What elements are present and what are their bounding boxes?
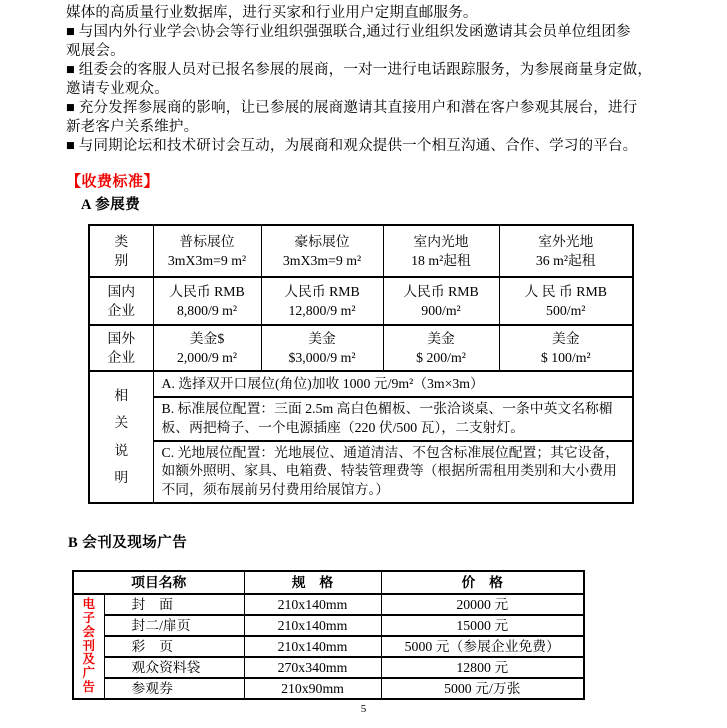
cell-line-2: 36 m²起租 [535,253,596,268]
ad-item-name: 封二/扉页 [104,615,244,636]
vertical-label-char: 会 [82,624,95,639]
cell-line-1: 美金 [427,331,455,346]
fee-note-b: B. 标准展位配置：三面 2.5m 高白色楣板、一张洽谈桌、一条中英文名称楣板、两把椅子、一个电源插座（220 伏/500 瓦），二支射灯。 [153,397,633,441]
intro-line: 媒体的高质量行业数据库，进行买家和行业用户定期直邮服务。 [66,5,478,21]
cell-line-2: 企业 [107,350,136,365]
ad-side-label-cell [73,594,104,699]
cell-line-2: $3,000/9 m² [288,350,356,365]
fee-cell [153,325,261,371]
fee-row-label-foreign [89,325,153,371]
cell-line-1: 人民币 RMB [284,284,360,299]
cell-line-1: 人民币 RMB [169,284,245,299]
cell-line-2: 别 [114,253,129,268]
cell-line-2: 2,000/9 m² [176,350,238,365]
fee-cell [499,277,633,325]
subsection-a-title: A 参展费 [81,197,141,213]
vertical-label-char: 广 [82,666,95,681]
ad-table-header-row [73,571,584,594]
vertical-label-char: 说 [114,442,129,458]
ad-item-price: 15000 元 [381,615,584,636]
fee-header-category [89,225,153,277]
cell-line-1: 美金 [551,331,580,346]
fee-table-domestic-row [89,277,633,325]
cell-line-1: 美金$ [189,331,225,346]
vertical-label-char: 及 [82,652,95,667]
ad-item-price: 12800 元 [381,657,584,678]
cell-line-1: 类 [114,234,129,249]
cell-line-1: 室内光地 [413,234,469,249]
ad-item-name: 参观券 [104,678,244,699]
fee-header-outdoor-space [499,225,633,277]
ad-table-row [73,636,584,657]
ad-table-row [73,594,584,615]
cell-line-1: 国内 [107,284,136,299]
fee-header-indoor-space [383,225,499,277]
fee-table-header-row [89,225,633,277]
fees-section-title: 【收费标准】 [66,174,160,190]
cell-line-2: 8,800/9 m² [176,303,238,318]
intro-line: ■ 充分发挥参展商的影响，让已参展的展商邀请其直接用户和潜在客户参观其展台，进行 [66,100,638,116]
cell-line-1: 室外光地 [538,234,594,249]
cell-line-2: 900/m² [421,303,461,318]
fee-header-standard-booth [153,225,261,277]
cell-line-2: 500/m² [546,303,586,318]
fee-note-c: C. 光地展位配置：光地展位、通道清洁、不包含标准展位配置；其它设备，如额外照明、家具、电箱费、特装管理费等（根据所需租用类别和大小费用不同，须布展前另付费用给展馆方。） [153,441,633,503]
fee-table-note-row-c [89,441,633,503]
fee-cell [153,277,261,325]
vertical-label-char: 刊 [82,638,95,653]
fee-notes-label-cell [89,371,153,503]
ad-header-item-name: 项目名称 [73,571,244,594]
journal-ad-table [72,570,585,700]
ad-item-spec: 210x140mm [244,594,381,615]
intro-line: 新老客户关系维护。 [66,119,199,135]
ad-table-row [73,657,584,678]
cell-line-1: 国外 [107,331,136,346]
ad-item-price: 5000 元/万张 [381,678,584,699]
intro-line: 观展会。 [66,43,125,59]
cell-line-2: 3mX3m=9 m² [282,253,362,268]
cell-line-2: 18 m²起租 [411,253,471,268]
fee-cell [499,325,633,371]
ad-item-price: 5000 元（参展企业免费） [381,636,584,657]
ad-header-spec: 规 格 [244,571,381,594]
exhibition-fee-table [88,224,634,504]
subsection-b-title: B 会刊及现场广告 [68,535,188,551]
intro-line: ■ 与同期论坛和技术研讨会互动，为展商和观众提供一个相互沟通、合作、学习的平台。 [66,138,638,154]
ad-table-row [73,678,584,699]
vertical-label [90,375,153,499]
fee-note-a: A. 选择双开口展位(角位)加收 1000 元/9m²（3m×3m） [153,371,633,397]
vertical-label-char: 电 [82,597,95,612]
cell-line-1: 美金 [308,331,336,346]
cell-line-1: 人 民 币 RMB [524,284,607,299]
fee-table-note-row-b [89,397,633,441]
ad-header-price: 价 格 [381,571,584,594]
ad-item-name: 封 面 [104,594,244,615]
cell-line-1: 普标展位 [179,234,235,249]
ad-item-name: 彩 页 [104,636,244,657]
fee-cell [383,325,499,371]
ad-item-spec: 210x140mm [244,615,381,636]
vertical-label-char: 告 [82,679,95,694]
ad-item-price: 20000 元 [381,594,584,615]
intro-line: ■ 与国内外行业学会\协会等行业组织强强联合,通过行业组织发函邀请其会员单位组团参 [66,24,631,40]
fee-header-deluxe-booth [261,225,383,277]
cell-line-2: 3mX3m=9 m² [167,253,247,268]
intro-paragraphs [66,4,672,156]
vertical-label-char: 关 [114,415,129,431]
fee-cell [261,325,383,371]
fee-row-label-domestic [89,277,153,325]
vertical-red-label [74,596,104,697]
vertical-label-char: 明 [114,470,129,486]
intro-line: ■ 组委会的客服人员对已报名参展的展商，一对一进行电话跟踪服务，为参展商量身定做， [66,62,653,78]
fee-cell [383,277,499,325]
cell-line-2: $ 100/m² [540,350,591,365]
cell-line-1: 豪标展位 [294,234,350,249]
intro-line: 邀请专业观众。 [66,81,169,97]
vertical-label-char: 子 [82,611,95,625]
ad-item-spec: 210x90mm [244,678,381,699]
ad-item-spec: 210x140mm [244,636,381,657]
cell-line-1: 人民币 RMB [403,284,479,299]
page-number: 5 [360,703,367,715]
fee-cell [261,277,383,325]
vertical-label-char: 相 [114,387,129,403]
cell-line-2: $ 200/m² [416,350,466,365]
cell-line-2: 企业 [107,303,136,318]
ad-item-spec: 270x340mm [244,657,381,678]
fee-table-note-row-a [89,371,633,397]
ad-item-name: 观众资料袋 [104,657,244,678]
fee-table-foreign-row [89,325,633,371]
ad-table-row [73,615,584,636]
cell-line-2: 12,800/9 m² [288,303,356,318]
